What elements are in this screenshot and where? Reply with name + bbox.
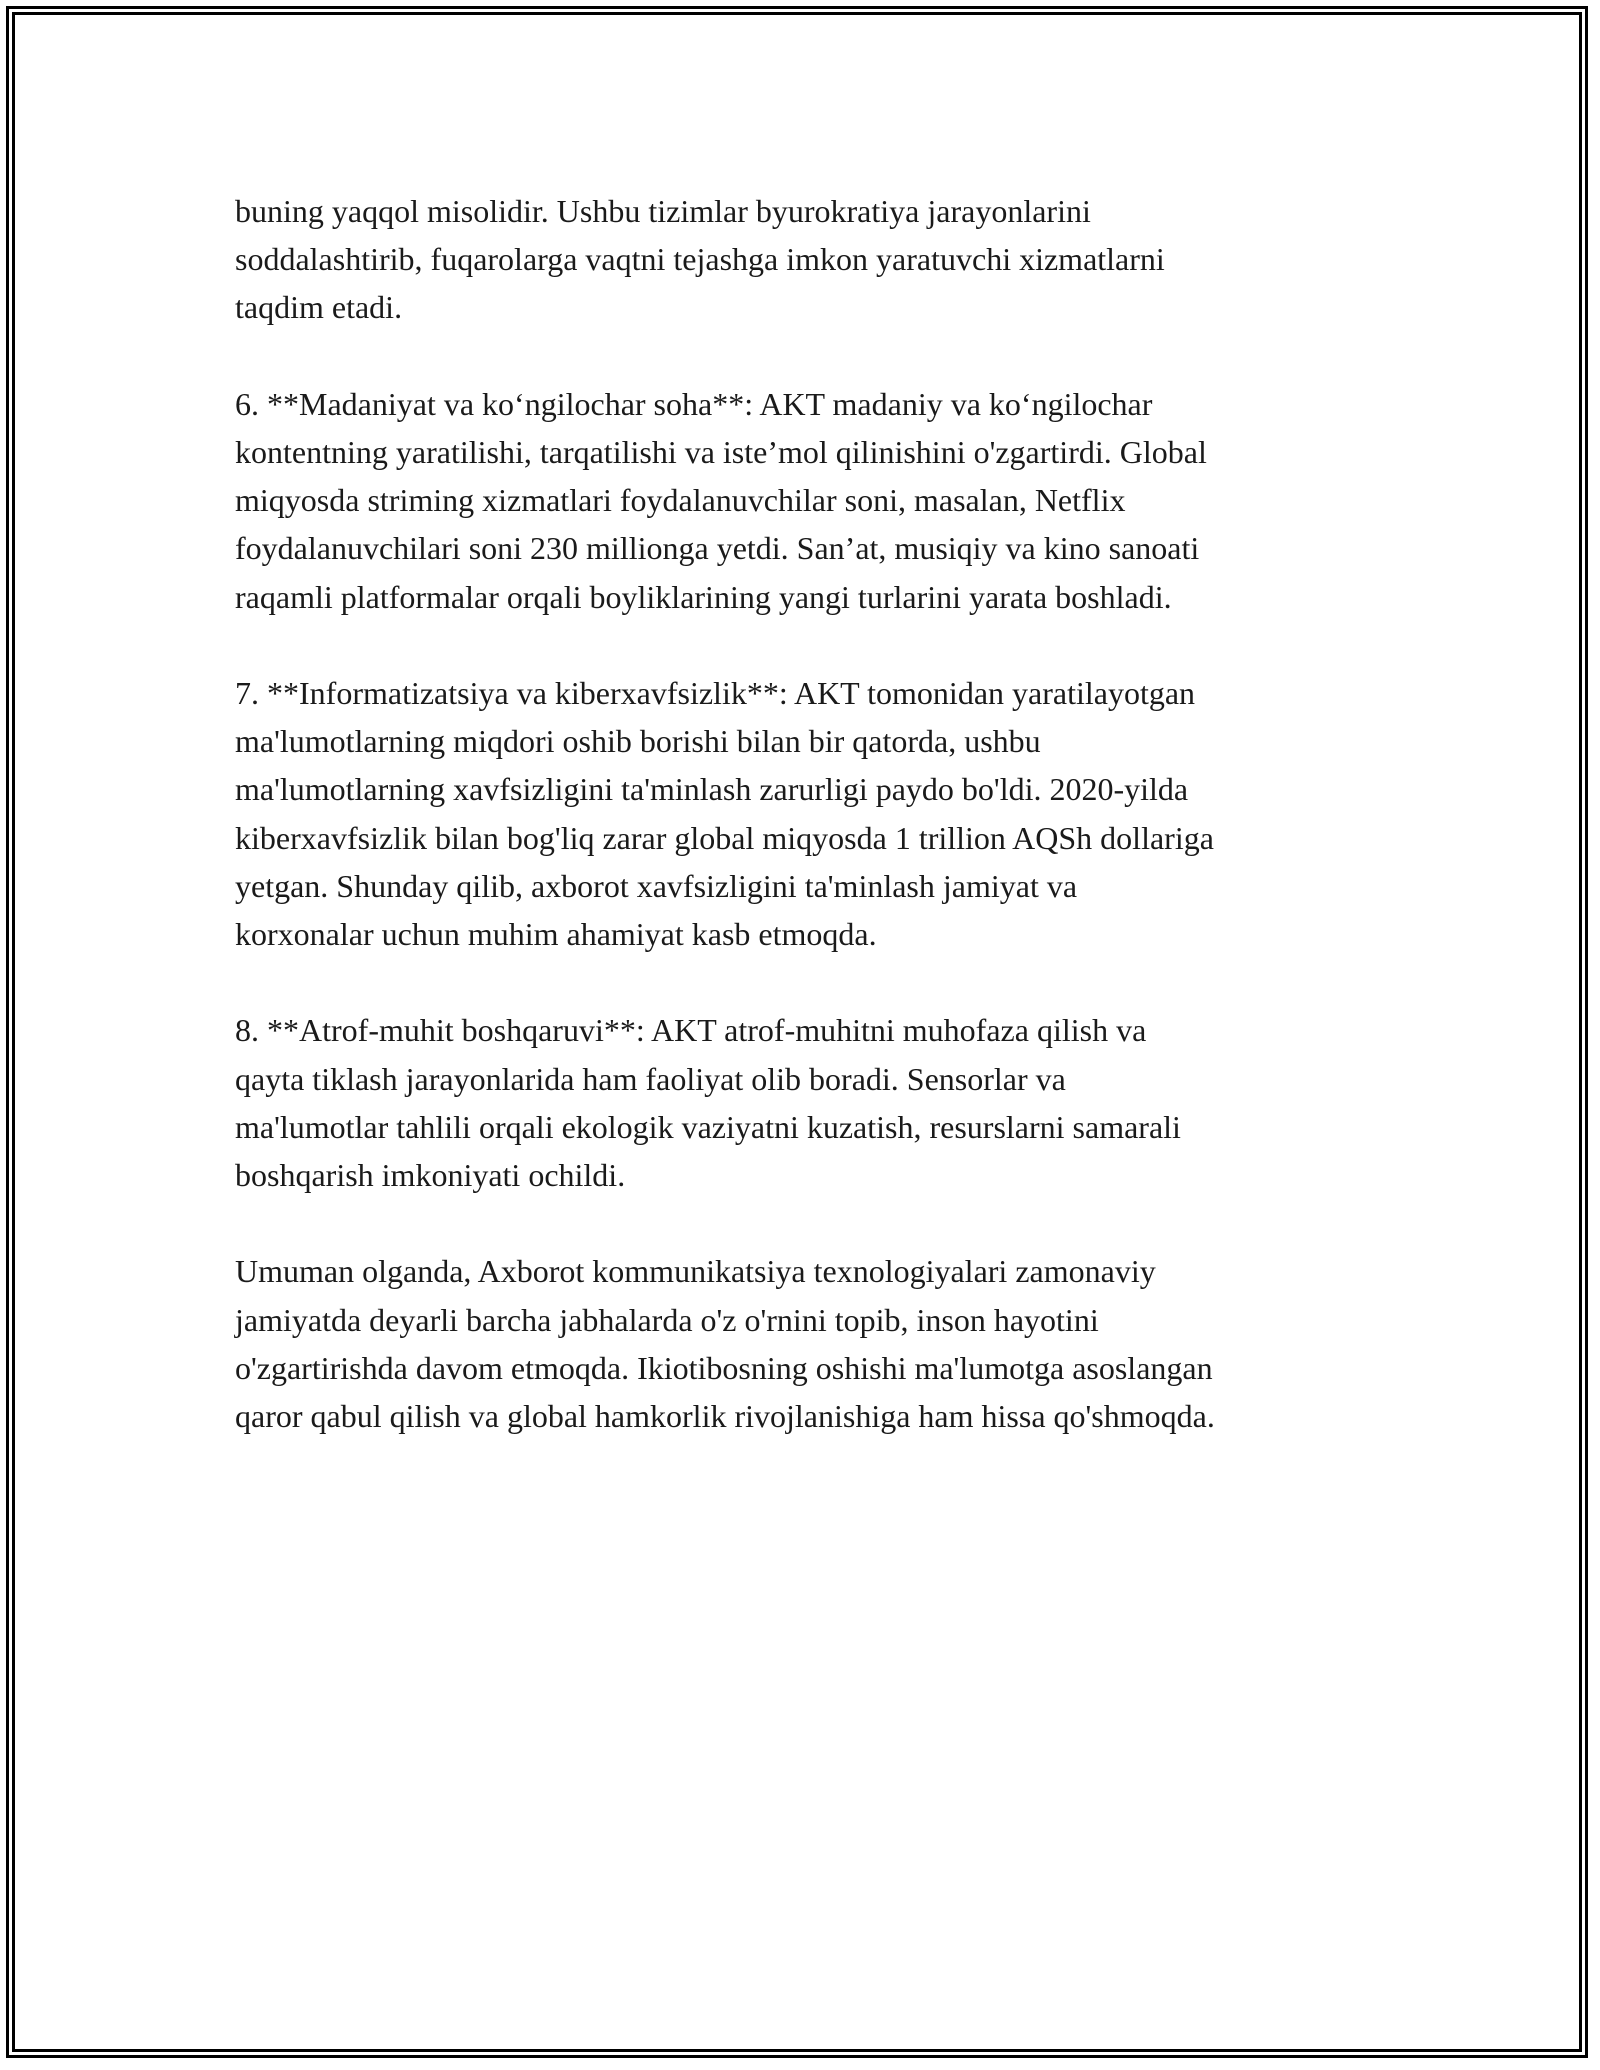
text-line: ma'lumotlarning xavfsizligini ta'minlash zarurligi paydo bo'ldi. 2020-yilda [235,771,1189,808]
paragraph-conclusion [235,1247,1375,1440]
text-line: 6. **Madaniyat va ko‘ngilochar soha**: AKT madaniy va ko‘ngilochar [235,385,1153,422]
text-line: yetgan. Shunday qilib, axborot xavfsizligini ta'minlash jamiyat va [235,867,1078,904]
text-line: taqdim etadi. [235,289,403,326]
text-line: qayta tiklash jarayonlarida ham faoliyat olib boradi. Sensorlar va [235,1060,1066,1097]
paragraph-culture-entertainment [235,380,1375,621]
paragraph-cybersecurity [235,669,1375,958]
text-line: korxonalar uchun muhim ahamiyat kasb etmoqda. [235,916,877,953]
text-line: o'zgartirishda davom etmoqda. Ikiotibosning oshishi ma'lumotga asoslangan [235,1349,1213,1386]
paragraph-environment [235,1006,1375,1199]
text-line: 8. **Atrof-muhit boshqaruvi**: AKT atrof-muhitni muhofaza qilish va [235,1012,1147,1049]
text-line: kiberxavfsizlik bilan bog'liq zarar global miqyosda 1 trillion AQSh dollariga [235,819,1214,856]
text-line: kontentning yaratilishi, tarqatilishi va iste’mol qilinishini o'zgartirdi. Global [235,434,1207,470]
text-line: Umuman olganda, Axborot kommunikatsiya texnologiyalari zamonaviy [235,1253,1156,1290]
document-body [235,187,1375,1488]
text-line: buning yaqqol misolidir. Ushbu tizimlar byurokratiya jarayonlarini [235,193,1091,229]
text-line: 7. **Informatizatsiya va kiberxavfsizlik**: AKT tomonidan yaratilayotgan [235,675,1196,711]
text-line: jamiyatda deyarli barcha jabhalarda o'z o'rnini topib, inson hayotini [235,1301,1099,1338]
text-line: qaror qabul qilish va global hamkorlik rivojlanishiga ham hissa qo'shmoqda. [235,1398,1215,1435]
paragraph-intro-continuation [235,187,1375,332]
text-line: miqyosda striming xizmatlari foydalanuvchilar soni, masalan, Netflix [235,482,1126,519]
text-line: foydalanuvchilari soni 230 millionga yetdi. San’at, musiqiy va kino sanoati [235,530,1200,567]
text-line: raqamli platformalar orqali boyliklarining yangi turlarini yarata boshladi. [235,578,1172,615]
text-line: ma'lumotlarning miqdori oshib borishi bilan bir qatorda, ushbu [235,723,1041,760]
text-line: boshqarish imkoniyati ochildi. [235,1157,626,1194]
text-line: soddalashtirib, fuqarolarga vaqtni tejashga imkon yaratuvchi xizmatlarni [235,241,1165,278]
text-line: ma'lumotlar tahlili orqali ekologik vaziyatni kuzatish, resurslarni samarali [235,1108,1181,1145]
